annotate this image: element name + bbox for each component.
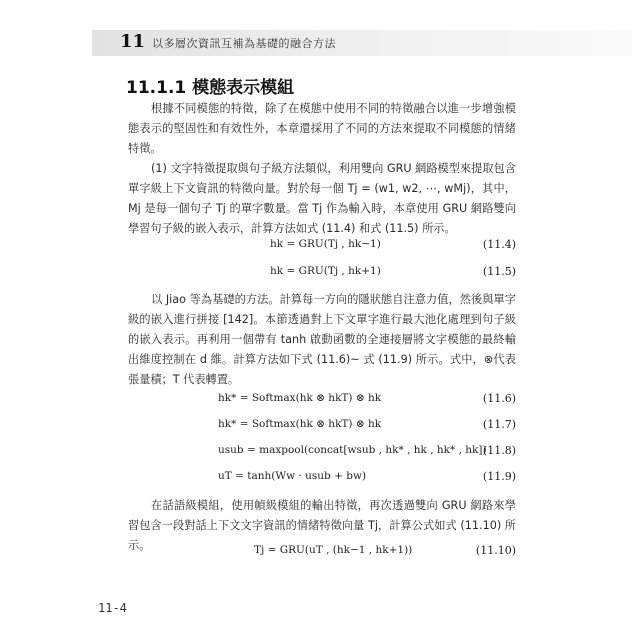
equation-row xyxy=(128,442,516,462)
section-heading: 11.1.1 模態表示模組 xyxy=(126,78,295,98)
equation-number: (11.8) xyxy=(482,444,516,457)
paragraph-1: 根據不同模態的特徵，除了在模態中使用不同的特徵融合以進一步增強模態表示的堅固性和有效性外，本章還採用了不同的方法來提取不同模態的情緒特徵。 xyxy=(128,102,516,155)
equation: hk = GRU(Tj , hk+1) xyxy=(270,265,381,277)
equation-row xyxy=(128,390,516,410)
equation-number: (11.4) xyxy=(482,238,516,251)
equation: Tj = GRU(uT , (hk−1 , hk+1)) xyxy=(254,544,413,556)
equation-row xyxy=(128,416,516,436)
equation-number: (11.7) xyxy=(482,418,516,431)
equation-row xyxy=(128,263,516,283)
equation: usub = maxpool(concat[wsub , hk* , hk , hk* , hk]) xyxy=(218,444,487,456)
equation-row xyxy=(128,468,516,488)
equation-number: (11.5) xyxy=(482,265,516,278)
equation: hk* = Softmax(hk ⊗ hkT) ⊗ hk xyxy=(218,418,382,430)
equation-row xyxy=(128,236,516,256)
paragraph-2: (1) 文字特徵提取與句子級方法類似，利用雙向 GRU 網路模型來提取包含單字級上下文資訊的特徵向量。對於每一個 Tj = (w1, w2, ⋯, wMj)，其中，Mj 是每一個句子 Tj 的單字數量。當 Tj 作為輸入時，本章使用 GRU 網路雙向學習句子級的嵌入表示，計算方法如式 (11.4) 和式 (11.5) 所示。 xyxy=(128,162,516,235)
page-number: 11-4 xyxy=(98,601,127,615)
equation: hk* = Softmax(hk ⊗ hkT) ⊗ hk xyxy=(218,392,382,404)
paragraph-3: 以 Jiao 等為基礎的方法。計算每一方向的隱狀態自注意力值，然後與單字級的嵌入進行拼接 [142]。本節透過對上下文單字進行最大池化處理到句子級的嵌入表示。再利用一個帶有 tanh 啟動函數的全連接層將文字模態的最終輸出維度控制在 d 維。計算方法如下式 (11.6)~ 式 (11.9) 所示。式中，⊗代表張量積；T 代表轉置。 xyxy=(128,293,516,386)
equation: hk = GRU(Tj , hk−1) xyxy=(270,238,381,250)
paragraph-4: 在話語級模組，使用幀級模組的輸出特徵，再次透過雙向 GRU 網路來學習包含一段對話上下文文字資訊的情緒特徵向量 Tj，計算公式如式 (11.10) 所示。 xyxy=(128,499,516,552)
equation-number: (11.9) xyxy=(482,470,516,483)
equation-number: (11.10) xyxy=(475,544,516,557)
equation: uT = tanh(Ww · usub + bw) xyxy=(218,470,367,482)
equation-row xyxy=(128,542,516,562)
equation-number: (11.6) xyxy=(482,392,516,405)
chapter-number: 11 xyxy=(120,31,146,52)
chapter-title: 以多層次資訊互補為基礎的融合方法 xyxy=(152,37,336,50)
